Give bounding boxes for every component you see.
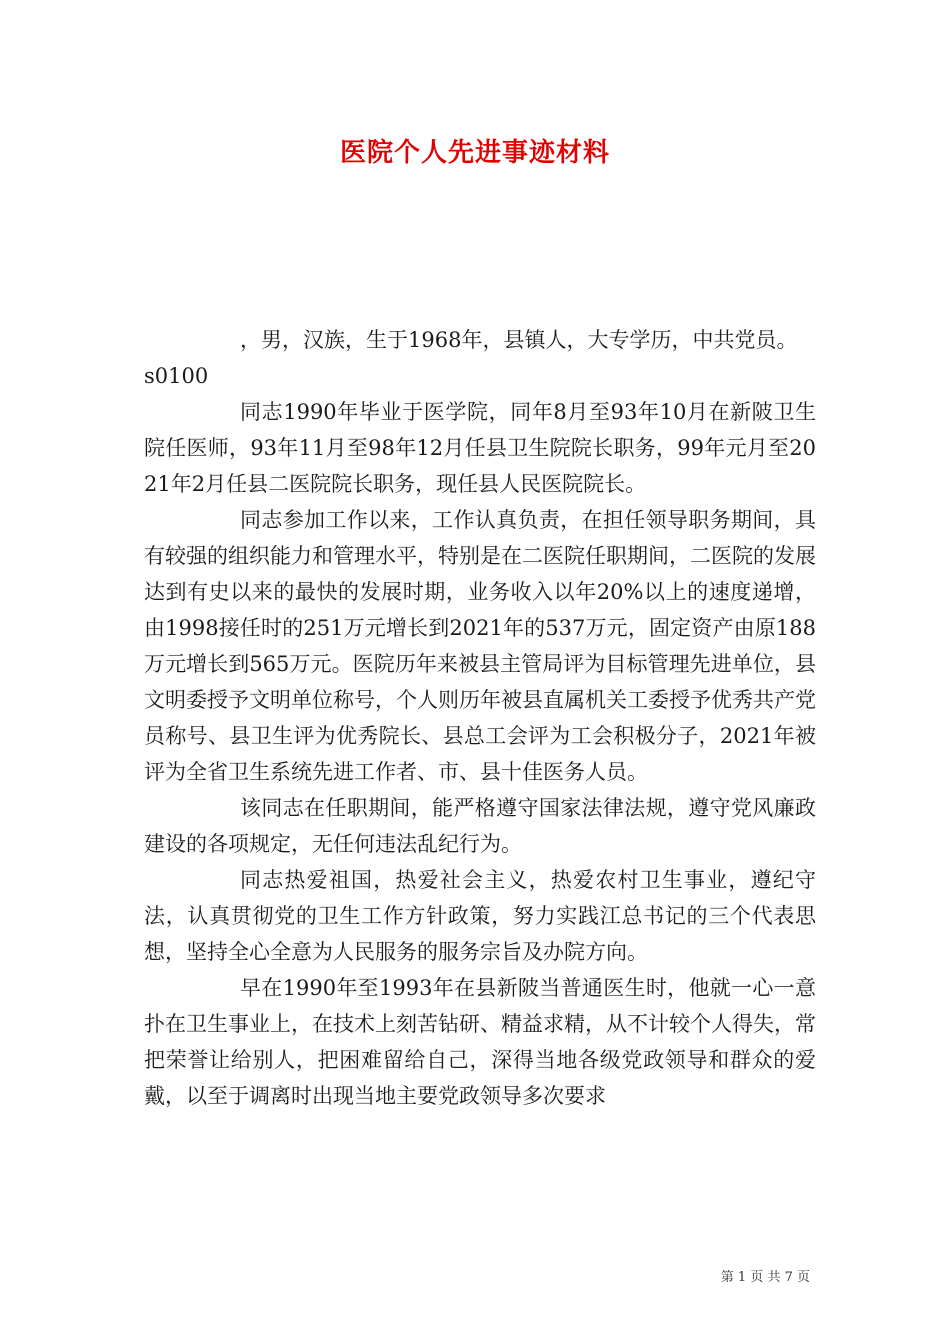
page-number: 第 1 页 共 7 页: [720, 1270, 810, 1285]
document-body: [144, 322, 816, 1114]
paragraph-2: 同志1990年毕业于医学院，同年8月至93年10月在新陂卫生院任医师，93年11月至98年12月任县卫生院院长职务，99年元月至2021年2月任县二医院院长职务，现任县人民医院院长。: [144, 400, 816, 496]
paragraph-4: 该同志在任职期间，能严格遵守国家法律法规，遵守党风廉政建设的各项规定，无任何违法乱纪行为。: [144, 796, 816, 856]
paragraph-1: ，男，汉族，生于1968年，县镇人，大专学历，中共党员。: [240, 328, 798, 352]
paragraph-5: 同志热爱祖国，热爱社会主义，热爱农村卫生事业，遵纪守法，认真贯彻党的卫生工作方针政策，努力实践江总书记的三个代表思想，坚持全心全意为人民服务的服务宗旨及办院方向。: [144, 868, 816, 964]
document-title: 医院个人先进事迹材料: [339, 138, 610, 168]
paragraph-3: 同志参加工作以来，工作认真负责，在担任领导职务期间，具有较强的组织能力和管理水平，特别是在二医院任职期间，二医院的发展达到有史以来的最快的发展时期，业务收入以年20%以上的速度递增，由1998接任时的251万元增长到2021年的537万元，固定资产由原188万元增长到565万元。医院历年来被县主管局评为目标管理先进单位，县文明委授予文明单位称号，个人则历年被县直属机关工委授予优秀共产党员称号、县卫生评为优秀院长、县总工会评为工会积极分子，2021年被评为全省卫生系统先进工作者、市、县十佳医务人员。: [144, 508, 816, 784]
paragraph-6: 早在1990年至1993年在县新陂当普通医生时，他就一心一意扑在卫生事业上，在技术上刻苦钻研、精益求精，从不计较个人得失，常把荣誉让给别人，把困难留给自己，深得当地各级党政领导和群众的爱戴，以至于调离时出现当地主要党政领导多次要求: [144, 976, 816, 1108]
document-code: s0100: [144, 364, 209, 388]
